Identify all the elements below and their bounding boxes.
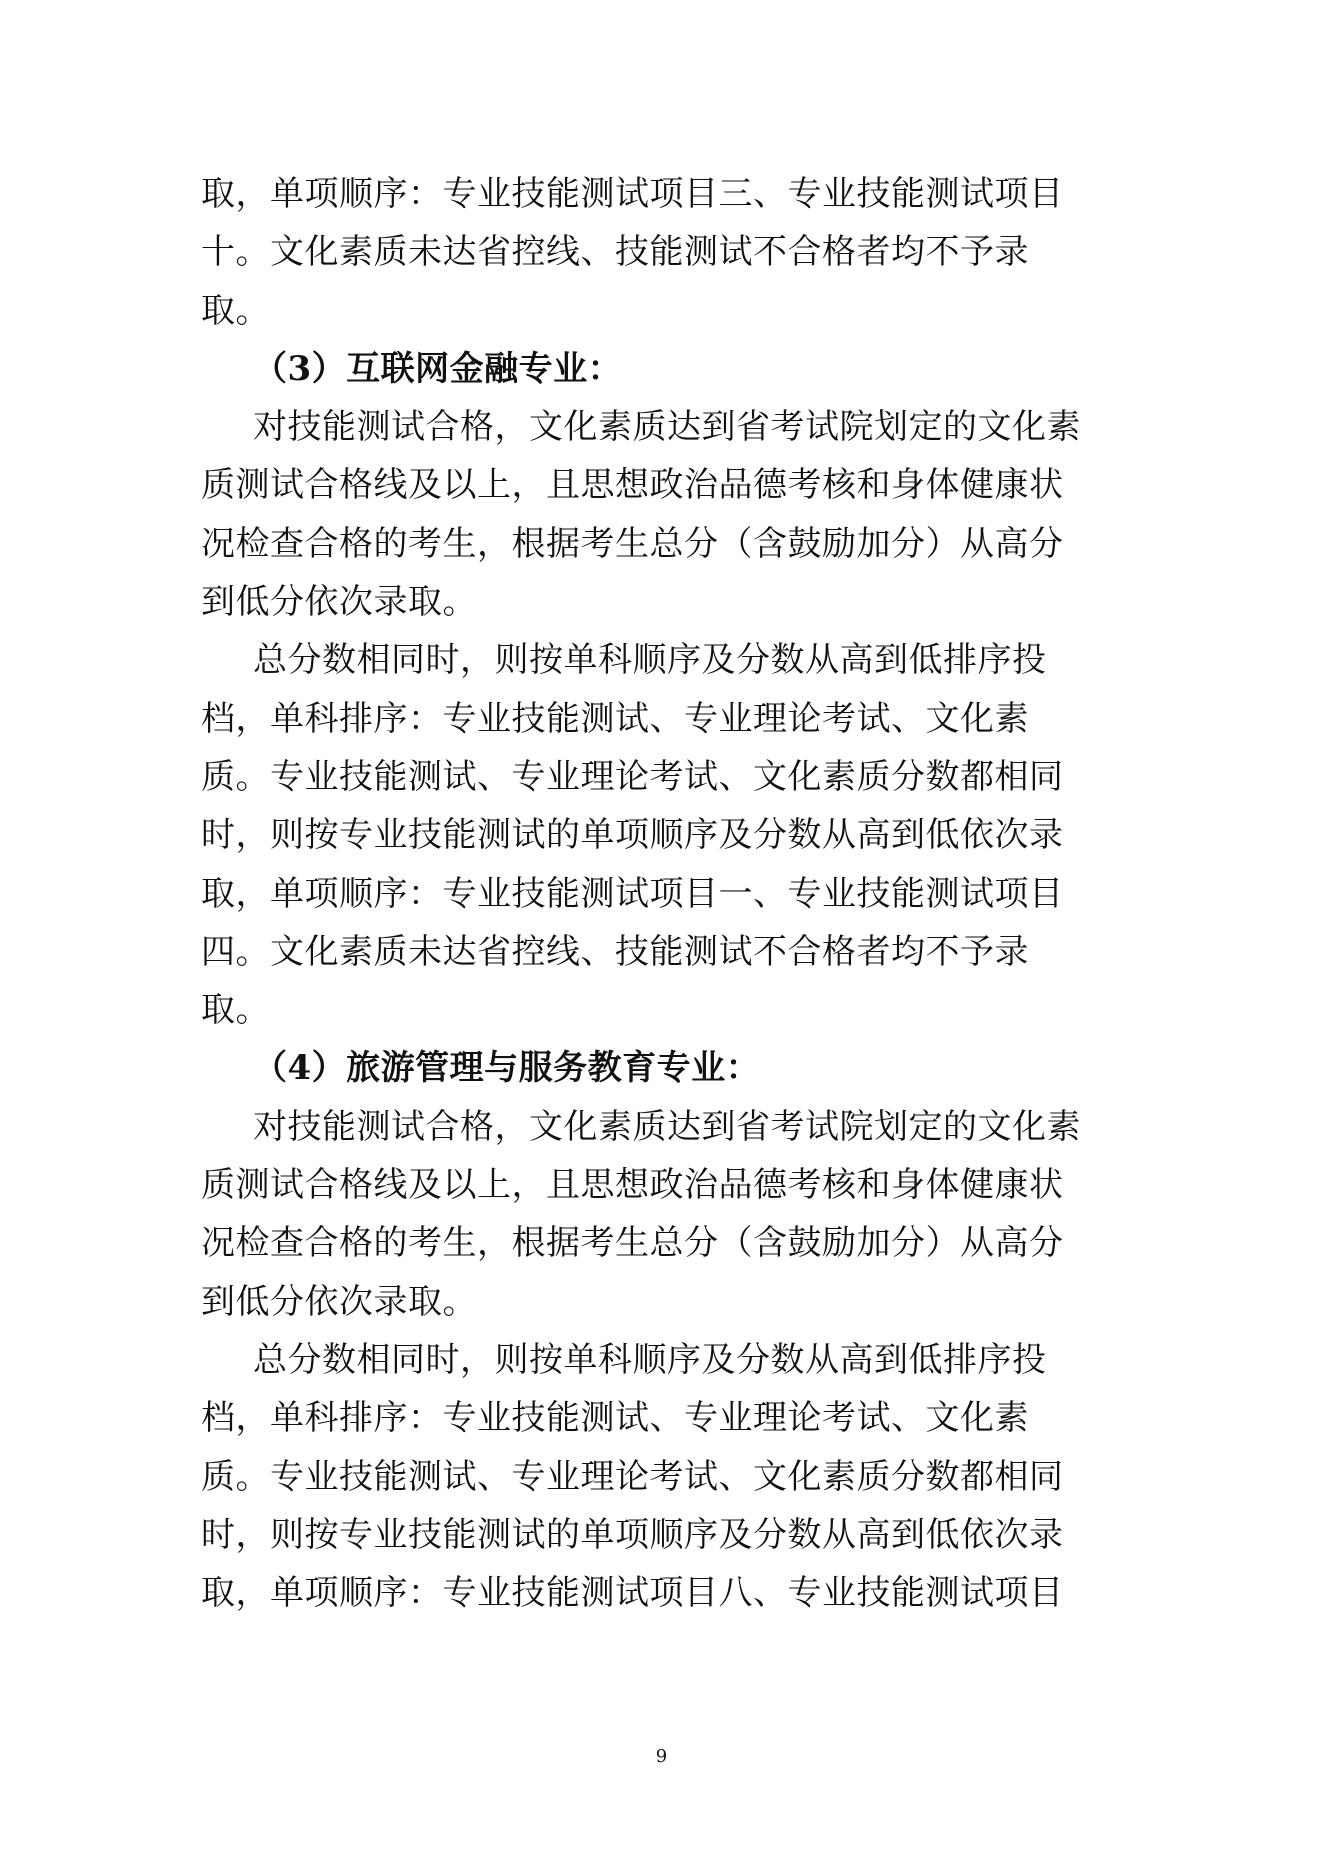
text-line: 质测试合格线及以上，且思想政治品德考核和身体健康状 (201, 465, 1064, 506)
text-line: 取，单项顺序：专业技能测试项目一、专业技能测试项目 (201, 873, 1064, 914)
text-line: 取。 (201, 290, 270, 331)
paragraph-start-line: 总分数相同时，则按单科顺序及分数从高到低排序投 (253, 640, 1047, 681)
text-line: 档，单科排序：专业技能测试、专业理论考试、文化素 (201, 1398, 1029, 1439)
text-line: 到低分依次录取。 (201, 582, 477, 623)
text-line: 质测试合格线及以上，且思想政治品德考核和身体健康状 (201, 1165, 1064, 1206)
section-heading-internet-finance: （3）互联网金融专业： (253, 348, 623, 389)
document-body (201, 165, 1121, 1622)
text-line: 况检查合格的考生，根据考生总分（含鼓励加分）从高分 (201, 523, 1064, 564)
text-line: 档，单科排序：专业技能测试、专业理论考试、文化素 (201, 698, 1029, 739)
text-line: 四。文化素质未达省控线、技能测试不合格者均不予录 (201, 931, 1029, 972)
text-line: 时，则按专业技能测试的单项顺序及分数从高到低依次录 (201, 815, 1064, 856)
text-line: 取，单项顺序：专业技能测试项目八、专业技能测试项目 (201, 1573, 1064, 1614)
text-line: 取。 (201, 990, 270, 1031)
page-number: 9 (655, 1746, 668, 1767)
text-line: 十。文化素质未达省控线、技能测试不合格者均不予录 (201, 232, 1029, 273)
paragraph-start-line: 对技能测试合格，文化素质达到省考试院划定的文化素 (253, 1106, 1081, 1147)
paragraph-start-line: 对技能测试合格，文化素质达到省考试院划定的文化素 (253, 407, 1081, 448)
text-line: 质。专业技能测试、专业理论考试、文化素质分数都相同 (201, 756, 1064, 797)
paragraph-start-line: 总分数相同时，则按单科顺序及分数从高到低排序投 (253, 1339, 1047, 1380)
text-line: 况检查合格的考生，根据考生总分（含鼓励加分）从高分 (201, 1223, 1064, 1264)
text-line: 到低分依次录取。 (201, 1281, 477, 1322)
text-line: 取，单项顺序：专业技能测试项目三、专业技能测试项目 (201, 174, 1064, 214)
text-line: 时，则按专业技能测试的单项顺序及分数从高到低依次录 (201, 1514, 1064, 1555)
text-line: 质。专业技能测试、专业理论考试、文化素质分数都相同 (201, 1456, 1064, 1497)
section-heading-tourism-management: （4）旅游管理与服务教育专业： (253, 1048, 761, 1089)
